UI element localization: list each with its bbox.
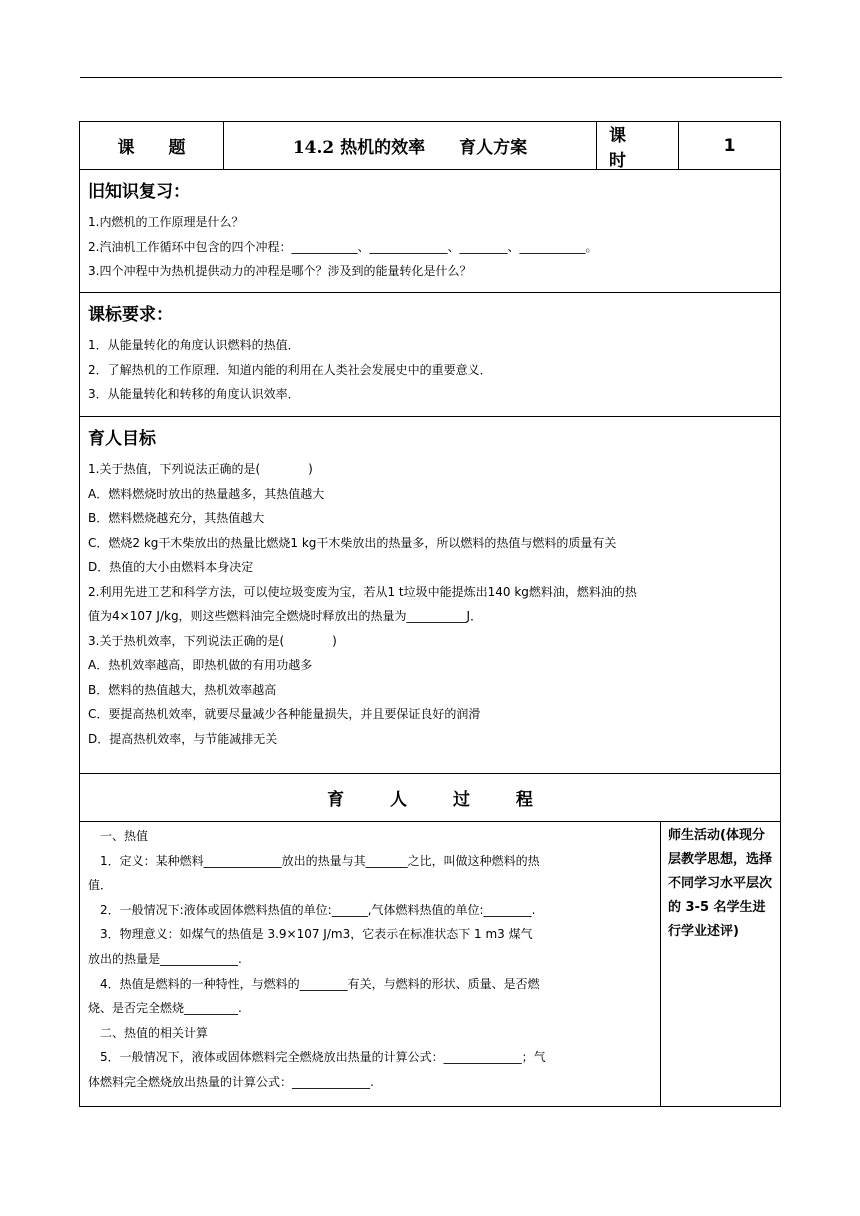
process-line: 3．物理意义：如煤气的热值是 3.9×107 J/m3，它表示在标准状态下 1 m3 煤气 xyxy=(88,927,533,942)
lesson-plan-table xyxy=(79,121,781,1107)
standards-line: 1．从能量转化的角度认识燃料的热值． xyxy=(88,338,300,352)
goals-line: 值为4×107 J/kg，则这些燃料油完全燃烧时释放出的热量为__________J． xyxy=(88,609,483,623)
lesson-title: 14.2 热机的效率 育人方案 xyxy=(224,122,597,169)
process-line: 2．一般情况下:液体或固体燃料热值的单位:______,气体燃料热值的单位:________. xyxy=(88,902,536,917)
process-line: 1．定义：某种燃料_____________放出的热量与其_______之比，叫做这种燃料的热 xyxy=(88,853,540,868)
review-line: 2.汽油机工作循环中包含的四个冲程：___________、_____________、________、___________。 xyxy=(88,239,598,254)
process-title: 育 人 过 程 xyxy=(80,774,780,822)
topic-label: 课 题 xyxy=(80,122,224,169)
process-line: 一、热值 xyxy=(88,829,149,843)
goals-line: D．热值的大小由燃料本身决定 xyxy=(88,560,254,574)
process-line: 二、热值的相关计算 xyxy=(88,1025,209,1040)
goals-line: 2.利用先进工艺和科学方法，可以使垃圾变废为宝，若从1 t垃圾中能提炼出140 kg燃料油，燃料油的热 xyxy=(88,584,637,599)
process-content xyxy=(80,822,661,1106)
process-line: 值． xyxy=(88,878,113,893)
header-row xyxy=(80,122,780,170)
process-section xyxy=(80,822,780,1106)
goals-line: A．燃料燃烧时放出的热量越多，其热值越大 xyxy=(88,486,325,501)
goals-line: C．燃烧2 kg干木柴放出的热量比燃烧1 kg干木柴放出的热量多，所以燃料的热值与燃料的质量有关 xyxy=(88,535,617,550)
standards-line: 2．了解热机的工作原理．知道内能的利用在人类社会发展史中的重要意义． xyxy=(88,362,492,377)
review-line: 1.内燃机的工作原理是什么？ xyxy=(88,215,244,229)
process-line: 放出的热量是_____________. xyxy=(88,951,242,966)
process-line: 5．一般情况下，液体或固体燃料完全燃烧放出热量的计算公式：_____________；气 xyxy=(88,1050,546,1065)
period-label: 课 时 xyxy=(597,122,679,169)
goals-line: A．热机效率越高，即热机做的有用功越多 xyxy=(88,658,313,672)
standards-section xyxy=(80,293,780,417)
goals-section xyxy=(80,417,780,774)
goals-line: B．燃料燃烧越充分，其热值越大 xyxy=(88,511,265,525)
standards-title: 课标要求： xyxy=(88,305,173,325)
teacher-student-activity-note: 师生活动(体现分层教学思想，选择不同学习水平层次的 3-5 名学生进行学业述评) xyxy=(668,828,773,939)
review-line: 3.四个冲程中为热机提供动力的冲程是哪个？涉及到的能量转化是什么？ xyxy=(88,264,472,278)
process-line: 烧、是否完全燃烧_________. xyxy=(88,1001,242,1016)
goals-title: 育人目标 xyxy=(88,429,156,449)
review-section xyxy=(80,170,780,293)
process-line: 体燃料完全燃烧放出热量的计算公式：_____________. xyxy=(88,1074,374,1089)
goals-line: D．提高热机效率，与节能减排无关 xyxy=(88,731,278,746)
goals-line: C．要提高热机效率，就要尽量减少各种能量损失，并且要保证良好的润滑 xyxy=(88,707,481,721)
period-value: 1 xyxy=(723,135,736,156)
process-line: 4．热值是燃料的一种特性，与燃料的________有关，与燃料的形状、质量、是否燃 xyxy=(88,976,540,991)
goals-line: 1.关于热值，下列说法正确的是( ) xyxy=(88,462,313,476)
review-title: 旧知识复习： xyxy=(88,182,190,202)
header-rule xyxy=(80,77,782,78)
goals-line: 3.关于热机效率，下列说法正确的是( ) xyxy=(88,633,337,648)
standards-line: 3．从能量转化和转移的角度认识效率． xyxy=(88,387,300,401)
goals-line: B．燃料的热值越大，热机效率越高 xyxy=(88,682,277,697)
